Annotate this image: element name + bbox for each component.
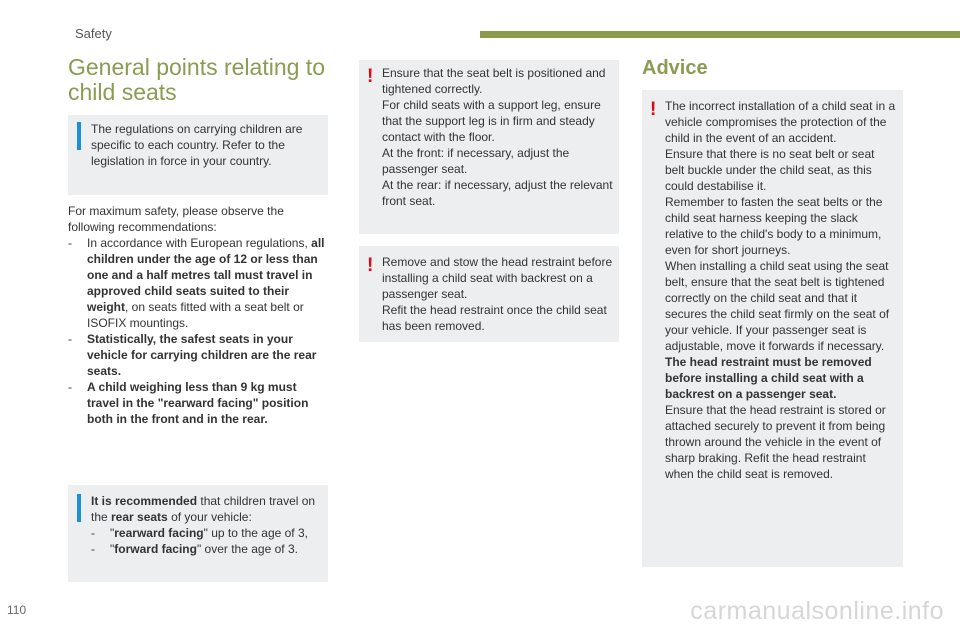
- header-accent-bar: [480, 31, 960, 38]
- rec1-suffix: , on seats fitted with a seat belt or ISOFIX mountings.: [87, 300, 304, 330]
- rec-box-t2: of your vehicle:: [167, 510, 252, 524]
- list-dash: -: [68, 236, 72, 250]
- rec-box-text: [91, 493, 320, 525]
- box2-line: Remove and stow the head restraint before installing a child seat with backrest on a passenger seat.: [382, 255, 613, 301]
- rec-box-t1: that children travel on the: [91, 494, 316, 524]
- rec-box-b2: rear seats: [111, 510, 168, 524]
- advice-bold-text: The head restraint must be removed before installing a child seat with a backrest on a passenger seat.: [665, 355, 872, 401]
- box1-line: Ensure that the seat belt is positioned and tightened correctly.: [382, 66, 606, 96]
- list-dash: -: [91, 526, 95, 540]
- list-item: [68, 331, 330, 379]
- item2-bold: forward facing: [114, 542, 197, 556]
- advice-paragraph: Ensure that there is no seat belt or seat belt buckle under the child seat, as this could destabilise it.: [665, 147, 875, 193]
- list-dash: -: [68, 332, 72, 346]
- info-icon: [77, 494, 81, 522]
- item1-text: " up to the age of 3,: [203, 526, 308, 540]
- rec2-bold: Statistically, the safest seats in your vehicle for carrying children are the rear seats.: [87, 332, 317, 378]
- item1-bold: rearward facing: [114, 526, 204, 540]
- list-item: [68, 379, 330, 427]
- warning-icon: !: [367, 255, 374, 276]
- box1-line: At the rear: if necessary, adjust the relevant front seat.: [382, 178, 613, 208]
- intro-text: For maximum safety, please observe the following recommendations:: [68, 204, 284, 234]
- advice-paragraph: Ensure that the head restraint is stored or attached securely to prevent it from being thrown around the vehicle in the event of sharp braking. Refit the head restraint when the child seat is removed.: [665, 403, 886, 481]
- box1-line: For child seats with a support leg, ensure that the support leg is in firm and steady contact with the floor.: [382, 98, 601, 144]
- watermark-text: carmanualsonline.info: [690, 597, 944, 625]
- info-box-rear-seats: [68, 485, 328, 582]
- rec1-prefix: In accordance with European regulations,: [87, 236, 308, 250]
- advice-title: Advice: [642, 57, 708, 79]
- info-icon: [77, 122, 81, 150]
- quote: ": [110, 526, 115, 540]
- advice-box: [642, 90, 903, 567]
- rec3-bold: A child weighing less than 9 kg must travel in the "rearward facing" position both in the front and in the rear.: [87, 380, 309, 426]
- recommendations: [68, 203, 330, 427]
- warning-box-head-restraint: [359, 246, 619, 342]
- item2-text: " over the age of 3.: [196, 542, 298, 556]
- list-item: [91, 525, 320, 541]
- advice-paragraph-bold: [665, 354, 897, 402]
- page-title: General points relating to child seats: [68, 54, 325, 105]
- box1-line: At the front: if necessary, adjust the passenger seat.: [382, 146, 570, 176]
- info-box-regulations: [68, 115, 328, 195]
- list-dash: -: [91, 542, 95, 556]
- list-item: [68, 235, 330, 331]
- warning-icon: !: [367, 66, 374, 87]
- info-text: The regulations on carrying children are specific to each country. Refer to the legislation in force in your country.: [91, 122, 303, 168]
- rec1-bold: all children under the age of 12 or less than one and a half metres tall must travel in approved child seats suited to their weight: [87, 236, 325, 314]
- advice-paragraph: Remember to fasten the seat belts or the child seat harness keeping the slack relative to the child's body to a minimum, even for short journeys.: [665, 195, 883, 257]
- page-number: 110: [7, 603, 27, 617]
- quote: ": [110, 542, 115, 556]
- box2-line: Refit the head restraint once the child seat has been removed.: [382, 303, 607, 333]
- rec-box-b1: It is recommended: [91, 494, 198, 508]
- list-item: [91, 541, 320, 557]
- warning-icon: !: [650, 99, 657, 120]
- list-dash: -: [68, 380, 72, 394]
- advice-paragraph: When installing a child seat using the seat belt, ensure that the seat belt is tightened correctly on the child seat and that it secures the child seat firmly on the seat of your vehicle. If your passenger seat is adjustable, move it forwards if necessary.: [665, 259, 890, 353]
- section-header: Safety: [75, 26, 112, 41]
- advice-paragraph: The incorrect installation of a child seat in a vehicle compromises the protection of the child in the event of an accident.: [665, 99, 896, 145]
- warning-box-seat-belt: [359, 60, 619, 234]
